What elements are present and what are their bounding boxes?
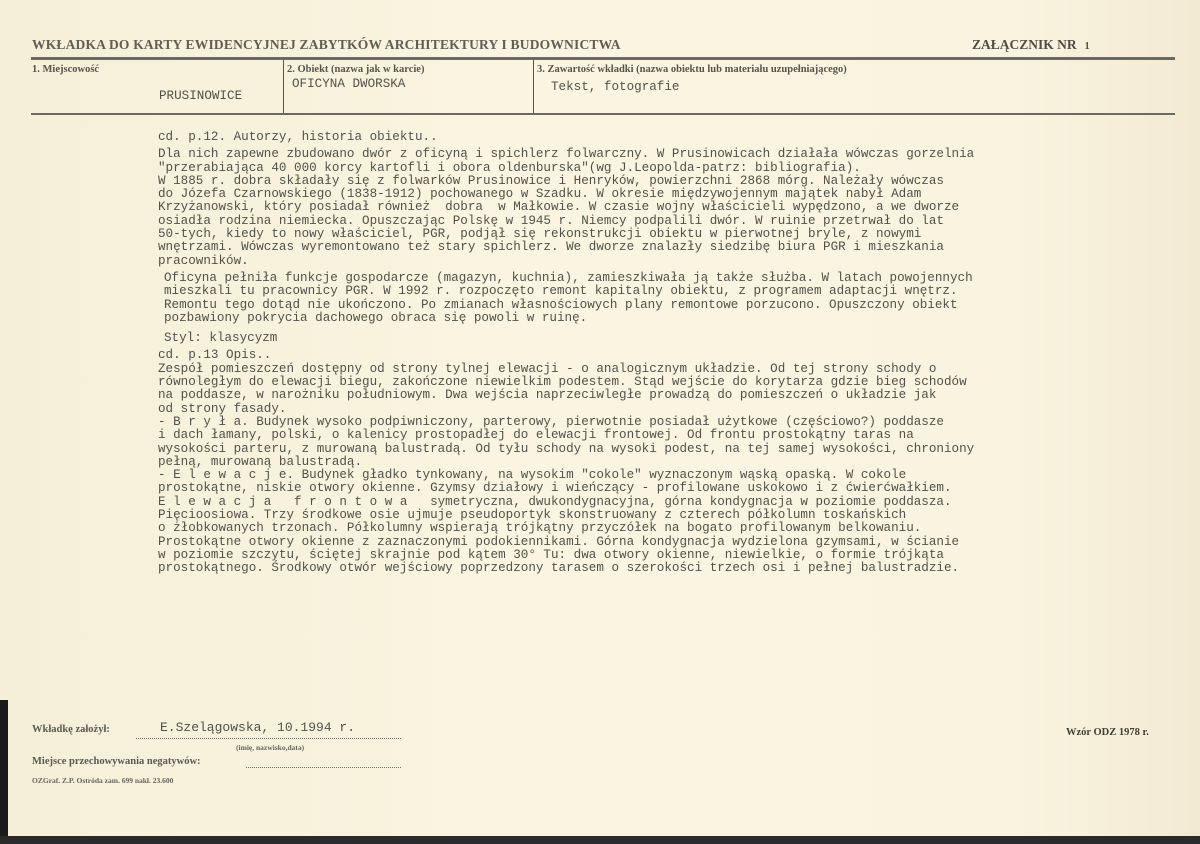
text-line: i dach łamany, polski, o kalenicy prostopadłej do elewacji frontowej. Od frontu prostokątny taras na — [158, 428, 914, 443]
content-label: 3. Zawartość wkładki (nazwa obiektu lub materiału uzupełniającego) — [537, 64, 847, 75]
field-divider-1 — [283, 60, 284, 113]
text-line: pracowników. — [158, 253, 249, 268]
text-line: w poziomie szczytu, ściętej skrajnie pod kątem 30° Tu: dwa otwory okienne, niewielkie, o formie trójkąta — [158, 547, 944, 562]
negatives-label: Miejsce przechowywania negatywów: — [32, 756, 201, 767]
author-caption: (imię, nazwisko,data) — [236, 743, 305, 752]
text-line: W 1885 r. dobra składały się z folwarków Prusinowice i Henryków, powierzchni 2868 mórg. Należały wówczas — [158, 173, 944, 188]
text-line: - E l e w a c j e. Budynek gładko tynkowany, na wysokim "cokole" wyznaczonym wąską opaską. W cokole — [158, 468, 907, 483]
text-line: Remontu tego dotąd nie ukończono. Po zmianach własnościowych plany remontowe porzucono. Opuszczony obiekt — [164, 297, 958, 312]
text-line: prostokątnego. Środkowy otwór wejściowy poprzedzony tarasem o szerokości trzech osi i pełnej balustradzie. — [158, 561, 960, 576]
object-label: 2. Obiekt (nazwa jak w karcie) — [287, 64, 425, 75]
annex-number: 1 — [1084, 41, 1090, 52]
author-label: Wkładkę założył: — [32, 724, 110, 735]
text-line: - B r y ł a. Budynek wysoko podpiwniczony, parterowy, pierwotnie posiadał użytkowe (częściowo?) poddasze — [158, 414, 944, 429]
text-line: Pięcioosiowa. Trzy środkowe osie ujmuje pseudoportyk skonstruowany z czterech półkolumn toskańskich — [158, 508, 907, 523]
annex-label — [972, 37, 1090, 53]
author-value: E.Szelągowska, 10.1994 r. — [160, 720, 356, 735]
text-line: Krzyżanowski, który posiadał również dobra w Małkowie. W czasie wojny właścicieli wypędzono, a we dworze — [158, 200, 960, 215]
text-line: mieszkali tu pracownicy PGR. W 1992 r. rozpoczęto remont kapitalny obiektu, z programem adaptacji wnętrz. — [164, 284, 958, 299]
text-line: osiadła rodzina niemiecka. Opuszczając Polskę w 1945 r. Niemcy podpalili dwór. W ruinie przetrwał do lat — [158, 213, 944, 228]
text-line: E l e w a c j a f r o n t o w a symetryczna, dwukondygnacyjna, górna kondygnacja w poziomie poddasza. — [158, 494, 952, 509]
locality-value: PRUSINOWICE — [159, 89, 243, 103]
text-line: do Józefa Czarnowskiego (1838-1912) pochowanego w Szadku. W okresie międzywojennym majątek nabył Adam — [158, 187, 922, 202]
section-heading-description: cd. p.13 Opis.. — [158, 348, 272, 363]
object-value: OFICYNA DWORSKA — [292, 77, 406, 91]
negatives-dotted-line — [246, 767, 401, 768]
document-body — [158, 131, 1058, 576]
header-top-rule — [31, 57, 1175, 60]
text-line: 50-tych, kiedy to nowy właściciel, PGR, podjął się rekonstrukcji obiektu w pierwotnej bryle, z nowymi — [158, 227, 922, 242]
annex-label-text: ZAŁĄCZNIK NR — [972, 37, 1077, 52]
author-dotted-line — [136, 738, 401, 739]
text-line: "przerabiająca 40 000 korcy kartofli i obora oldenburska"(wg J.Leopolda-patrz: bibliografia). — [158, 160, 861, 175]
printer-note: OZGraf. Z.P. Ostróda zam. 699 nakł. 23.600 — [32, 776, 174, 785]
text-line: na poddasze, w narożniku południowym. Dwa wejścia naprzeciwległe prowadzą do pomieszczeń o układzie jak — [158, 388, 937, 403]
form-title: WKŁADKA DO KARTY EWIDENCYJNEJ ZABYTKÓW ARCHITEKTURY I BUDOWNICTWA — [32, 37, 621, 52]
section-heading-history: cd. p.12. Autorzy, historia obiektu.. — [158, 130, 438, 144]
text-line: pełną, murowaną balustradą. — [158, 454, 363, 469]
text-line: od strony fasady. — [158, 401, 287, 416]
text-line: Prostokątne otwory okienne z zaznaczonymi podokiennikami. Górna kondygnacja wydzielona gzymsami, w ścianie — [158, 534, 960, 549]
scan-edge-left — [0, 700, 8, 844]
field-divider-2 — [533, 60, 534, 113]
content-value: Tekst, fotografie — [551, 80, 680, 94]
style-line: Styl: klasycyzm — [164, 331, 278, 346]
text-line: Zespół pomieszczeń dostępny od strony tylnej elewacji - o analogicznym układzie. Od tej strony schody o — [158, 361, 937, 376]
text-line: prostokątne, niskie otwory okienne. Gzymsy działowy i wieńczący - profilowane uskokowo i z ćwierćwałkiem. — [158, 481, 952, 496]
scan-edge-bottom — [0, 836, 1200, 844]
form-version: Wzór ODZ 1978 r. — [1066, 727, 1149, 738]
text-line: Oficyna pełniła funkcje gospodarcze (magazyn, kuchnia), zamieszkiwała ją także służba. W latach powojennych — [164, 270, 973, 285]
text-line: wnętrzami. Wówczas wyremontowano też stary spichlerz. We dworze znalazły siedzibę biura PGR i mieszkania — [158, 240, 944, 255]
text-line: wysokości parteru, z murowaną balustradą. Od tyłu schody na wysoki podest, na tej samej wysokości, chroniony — [158, 441, 975, 456]
locality-label: 1. Miejscowość — [32, 64, 100, 75]
text-line: o żłobkowanych trzonach. Półkolumny wspierają trójkątny przyczółek na bogato profilowanym belkowaniu. — [158, 521, 922, 536]
text-line: Dla nich zapewne zbudowano dwór z oficyną i spichlerz folwarczny. W Prusinowicach działała wówczas gorzelnia — [158, 147, 975, 162]
text-line: równoległym do elewacji biegu, zakończone niewielkim podestem. Stąd wejście do korytarza gdzie bieg schodów — [158, 375, 967, 390]
text-line: pozbawiony pokrycia dachowego obraca się powoli w ruinę. — [164, 310, 588, 325]
header-bottom-rule — [31, 113, 1175, 115]
